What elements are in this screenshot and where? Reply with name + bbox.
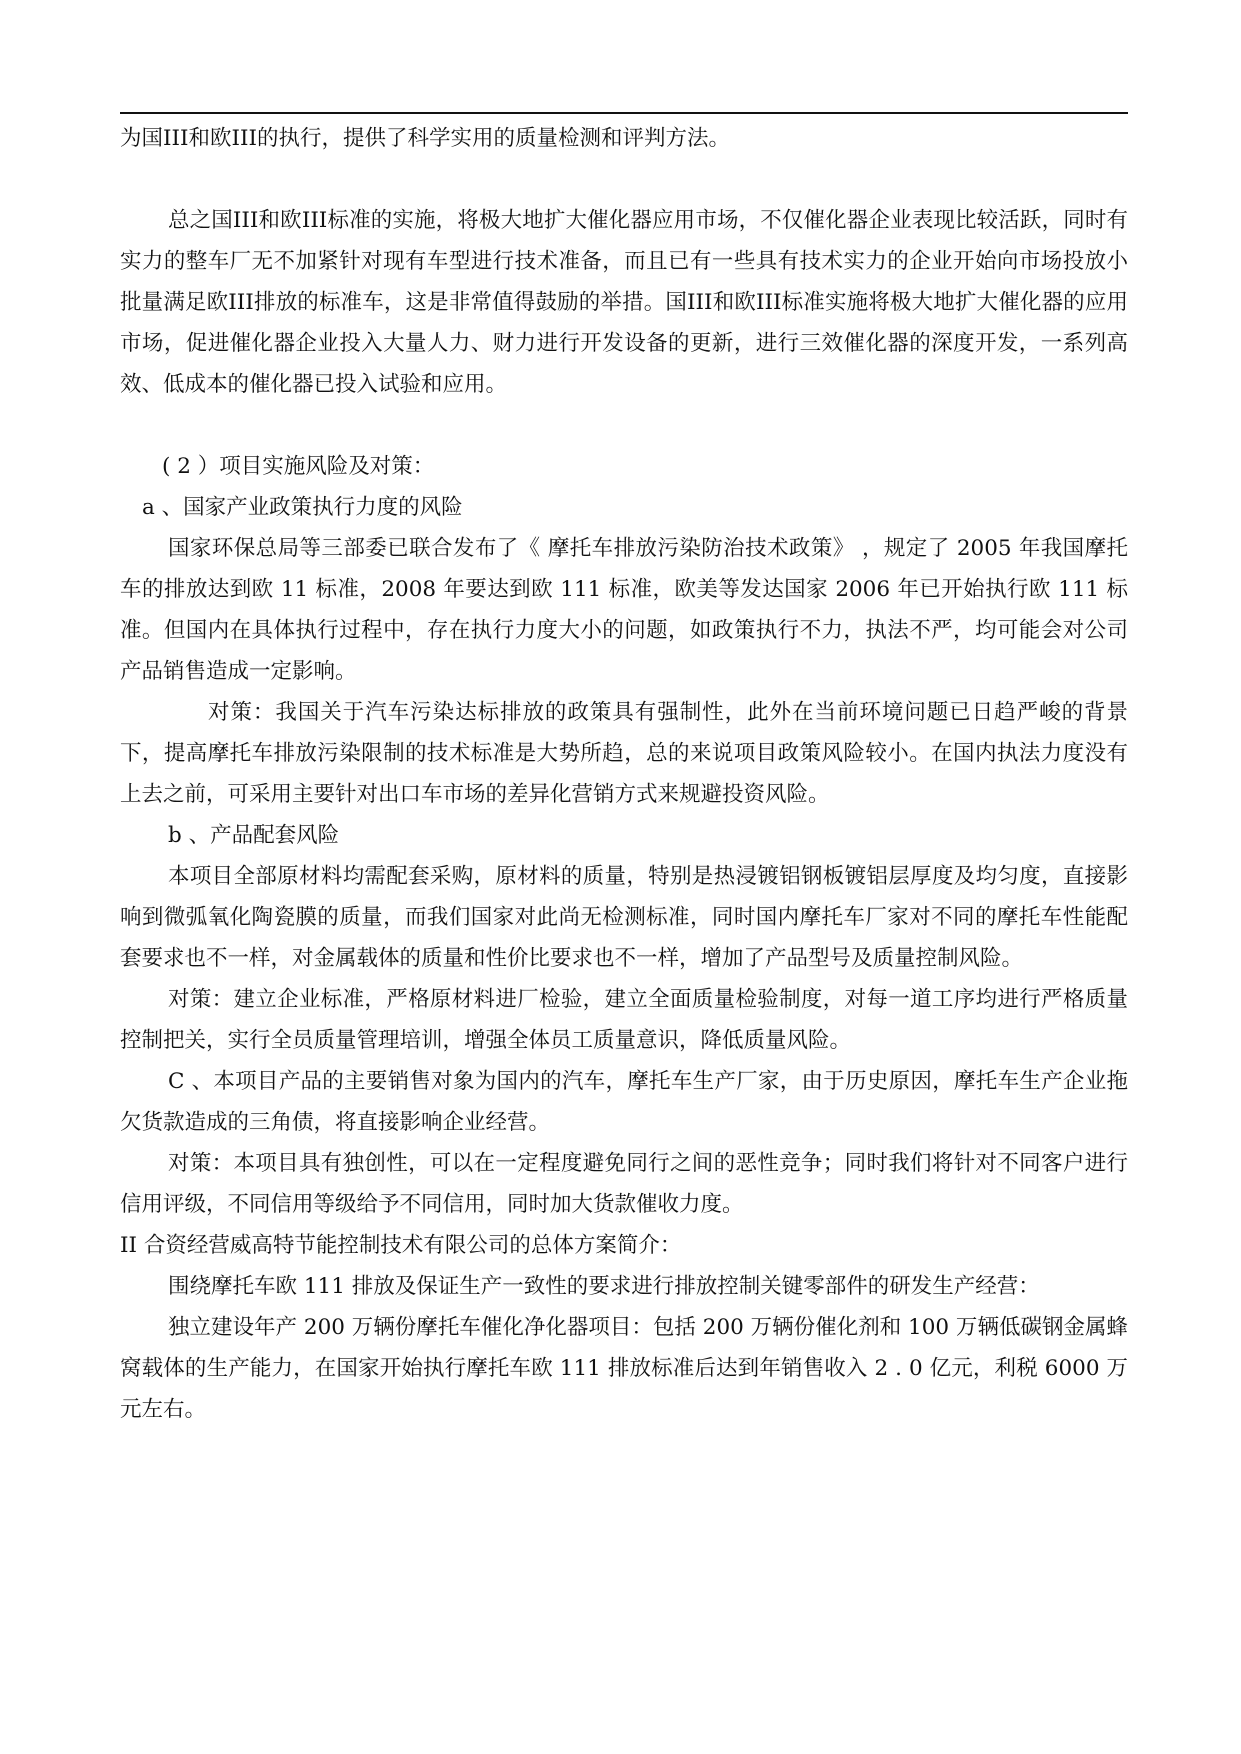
- paragraph-policy-countermeasure: 对策：我国关于汽车污染达标排放的政策具有强制性，此外在当前环境问题已日趋严峻的背景下，提高摩托车排放污染限制的技术标准是大势所趋，总的来说项目政策风险较小。在国内执法力度没有上去之前，可采用主要针对出口车市场的差异化营销方式来规避投资风险。: [120, 700, 1128, 807]
- header-rule: [120, 112, 1128, 114]
- paragraph-summary: 总之国III和欧III标准的实施，将极大地扩大催化器应用市场，不仅催化器企业表现比较活跃，同时有实力的整车厂无不加紧针对现有车型进行技术准备，而且已有一些具有技术实力的企业开始向市场投放小批量满足欧III排放的标准车，这是非常值得鼓励的举措。国III和欧III标准实施将极大地扩大催化器的应用市场，促进催化器企业投入大量人力、财力进行开发设备的更新，进行三效催化器的深度开发，一系列高效、低成本的催化器已投入试验和应用。: [120, 208, 1128, 397]
- paragraph-policy-risk: 国家环保总局等三部委已联合发布了《 摩托车排放污染防治技术政策》 ，规定了 2005 年我国摩托车的排放达到欧 11 标准，2008 年要达到欧 111 标准，欧美等发达国家 2006 年已开始执行欧 111 标准。但国内在具体执行过程中，存在执行力度大小的问题，如政策执行不力，执法不严，均可能会对公司产品销售造成一定影响。: [120, 536, 1128, 684]
- document-page: [120, 0, 1128, 1754]
- paragraph-supply-risk: 本项目全部原材料均需配套采购，原材料的质量，特别是热浸镀铝钢板镀铝层厚度及均匀度，直接影响到微弧氧化陶瓷膜的质量，而我们国家对此尚无检测标准，同时国内摩托车厂家对不同的摩托车性能配套要求也不一样，对金属载体的质量和性价比要求也不一样，增加了产品型号及质量控制风险。: [120, 864, 1128, 971]
- subheading-supply-risk: b 、产品配套风险: [168, 823, 340, 848]
- section-heading-overview: II 合资经营威高特节能控制技术有限公司的总体方案简介：: [120, 1233, 682, 1258]
- paragraph-supply-countermeasure: 对策：建立企业标准，严格原材料进厂检验，建立全面质量检验制度，对每一道工序均进行严格质量控制把关，实行全员质量管理培训，增强全体员工质量意识，降低质量风险。: [120, 987, 1128, 1053]
- subheading-policy-risk: a 、国家产业政策执行力度的风险: [142, 495, 463, 520]
- paragraph-sales-countermeasure: 对策：本项目具有独创性，可以在一定程度避免同行之间的恶性竞争；同时我们将针对不同客户进行信用评级，不同信用等级给予不同信用，同时加大货款催收力度。: [120, 1151, 1128, 1217]
- section-heading-risks: ( 2 ）项目实施风险及对策：: [162, 454, 435, 479]
- paragraph-sales-risk: C 、本项目产品的主要销售对象为国内的汽车，摩托车生产厂家，由于历史原因，摩托车生产企业拖欠货款造成的三角债，将直接影响企业经营。: [120, 1069, 1128, 1135]
- paragraph-overview-capacity: 独立建设年产 200 万辆份摩托车催化净化器项目：包括 200 万辆份催化剂和 100 万辆低碳钢金属蜂窝载体的生产能力，在国家开始执行摩托车欧 111 排放标准后达到年销售收入 2 . 0 亿元，利税 6000 万元左右。: [120, 1315, 1128, 1422]
- document-body: [120, 118, 1128, 1430]
- paragraph-overview-scope: 围绕摩托车欧 111 排放及保证生产一致性的要求进行排放控制关键零部件的研发生产经营：: [168, 1274, 1040, 1299]
- paragraph-continuation: 为国III和欧III的执行，提供了科学实用的质量检测和评判方法。: [120, 126, 730, 151]
